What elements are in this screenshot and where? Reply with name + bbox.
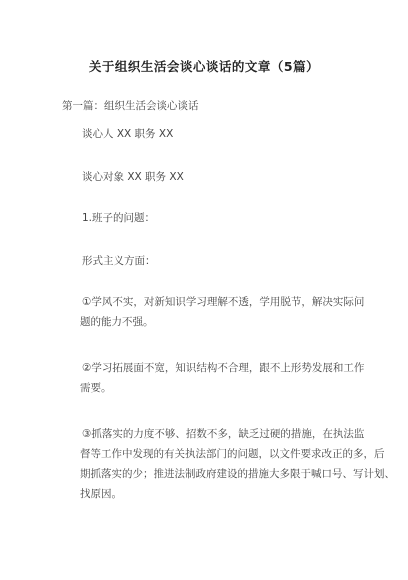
point-3-line-1: ③抓落实的力度不够、招数不多，缺乏过硬的措施，在执法监 <box>82 428 365 440</box>
document-title: 关于组织生活会谈心谈话的文章（5篇） <box>88 59 320 74</box>
point-2-line-1: ②学习拓展面不宽，知识结构不合理，跟不上形势发展和工作 <box>82 362 365 374</box>
point-3-line-4: 找原因。 <box>80 488 122 500</box>
point-1-paragraph <box>80 292 365 332</box>
formalism-heading: 形式主义方面： <box>82 255 156 267</box>
item-heading: 1.班子的问题： <box>82 212 156 224</box>
section-heading: 第一篇：组织生活会谈心谈话 <box>62 100 199 112</box>
point-3-paragraph <box>80 424 395 504</box>
point-1-line-1: ①学风不实，对新知识学习理解不透，学用脱节，解决实际问 <box>82 296 365 308</box>
point-2-line-2: 需要。 <box>80 382 112 394</box>
point-2-paragraph <box>80 358 365 398</box>
point-3-line-2: 督等工作中发现的有关执法部门的问题，以文件要求改正的多，后 <box>80 448 385 460</box>
talk-target-line: 谈心对象 XX 职务 XX <box>82 171 184 183</box>
talker-line: 谈心人 XX 职务 XX <box>82 128 174 140</box>
point-1-line-2: 题的能力不强。 <box>80 316 154 328</box>
point-3-line-3: 期抓落实的少；推进法制政府建设的措施大多限于喊口号、写计划、 <box>80 468 395 480</box>
